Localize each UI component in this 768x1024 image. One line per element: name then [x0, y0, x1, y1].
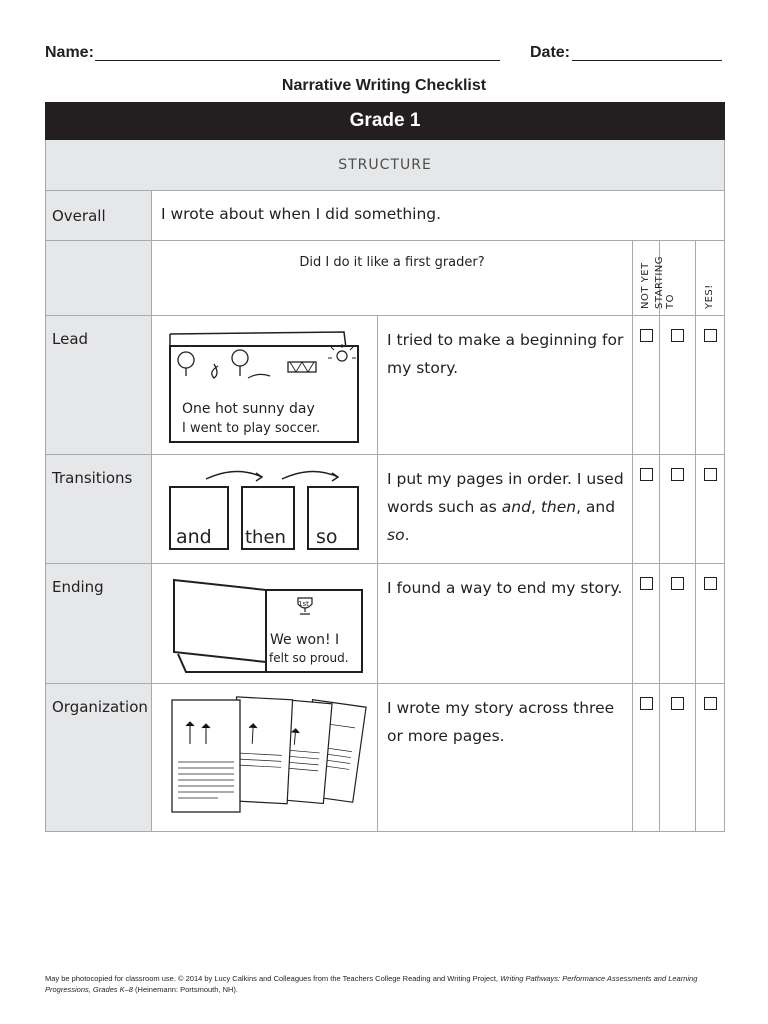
lead-yes-cell	[696, 316, 725, 455]
ending-drawing-text-1: We won! I	[270, 632, 340, 648]
transitions-text-and: and	[501, 498, 531, 516]
transitions-drawing-and: and	[176, 526, 212, 548]
col-not-yet-label: NOT YET	[640, 262, 651, 309]
transitions-text-3: , and	[576, 498, 616, 516]
checklist-table	[45, 102, 725, 832]
transitions-not-yet-checkbox[interactable]	[640, 468, 653, 481]
row-label-lead: Lead	[46, 316, 152, 455]
ending-not-yet-checkbox[interactable]	[640, 577, 653, 590]
transitions-text-4: .	[404, 526, 410, 544]
ending-starting-checkbox[interactable]	[671, 577, 684, 590]
col-starting-to	[653, 241, 696, 316]
transitions-starting-checkbox[interactable]	[671, 468, 684, 481]
transitions-drawing-then: then	[245, 527, 286, 548]
lead-drawing	[152, 316, 378, 455]
organization-starting-cell	[660, 684, 696, 832]
row-lead	[46, 316, 725, 455]
organization-yes-cell	[696, 684, 725, 832]
row-ending	[46, 564, 725, 684]
organization-text: I wrote my story across three or more pages.	[378, 684, 633, 832]
transitions-not-yet-cell	[633, 455, 660, 564]
footer-plain: May be photocopied for classroom use. © 2014 by Lucy Calkins and Colleagues from the Teachers College Reading and Writing Project,	[45, 974, 501, 983]
col-yes-label: YES!	[704, 284, 716, 309]
footer-copyright	[45, 973, 725, 995]
lead-starting-cell	[660, 316, 696, 455]
name-field[interactable]	[95, 60, 500, 61]
footer-publisher: (Heinemann: Portsmouth, NH).	[132, 985, 239, 994]
transitions-text-1: I put my pages in order. I used words such as	[387, 470, 624, 516]
organization-not-yet-checkbox[interactable]	[640, 697, 653, 710]
ending-drawing	[152, 564, 378, 684]
footer-book-title: Writing Pathways: Performance Assessments and Learning Progressions, Grades K–8	[45, 974, 698, 994]
ending-text: I found a way to end my story.	[378, 564, 633, 684]
row-label-transitions: Transitions	[46, 455, 152, 564]
organization-drawing	[152, 684, 378, 832]
col-starting-to-label: STARTING TO	[653, 255, 676, 309]
row-label-organization: Organization	[46, 684, 152, 832]
transitions-text-so: so	[387, 526, 405, 544]
transitions-drawing	[152, 455, 378, 564]
date-field[interactable]	[572, 60, 722, 61]
row-organization	[46, 684, 725, 832]
ending-drawing-trophy: 1st	[298, 600, 309, 608]
ending-yes-checkbox[interactable]	[704, 577, 717, 590]
organization-starting-checkbox[interactable]	[671, 697, 684, 710]
transitions-yes-cell	[696, 455, 725, 564]
col-yes	[696, 241, 725, 316]
lead-drawing-text-1: One hot sunny day	[182, 401, 315, 417]
lead-text: I tried to make a beginning for my story.	[378, 316, 633, 455]
organization-not-yet-cell	[633, 684, 660, 832]
ending-yes-cell	[696, 564, 725, 684]
blank-label-cell	[46, 241, 152, 316]
lead-drawing-text-2: I went to play soccer.	[182, 421, 321, 436]
ending-drawing-text-2: felt so proud.	[269, 651, 349, 665]
transitions-starting-cell	[660, 455, 696, 564]
lead-starting-checkbox[interactable]	[671, 329, 684, 342]
page-title: Narrative Writing Checklist	[281, 77, 487, 94]
organization-yes-checkbox[interactable]	[704, 697, 717, 710]
date-label: Date:	[530, 44, 571, 61]
row-label-overall: Overall	[46, 191, 152, 241]
lead-not-yet-cell	[633, 316, 660, 455]
lead-yes-checkbox[interactable]	[704, 329, 717, 342]
transitions-drawing-so: so	[316, 526, 338, 548]
transitions-text-2: ,	[530, 498, 541, 516]
overall-text: I wrote about when I did something.	[152, 191, 725, 241]
transitions-yes-checkbox[interactable]	[704, 468, 717, 481]
grade-header: Grade 1	[46, 103, 725, 140]
ending-not-yet-cell	[633, 564, 660, 684]
ending-starting-cell	[660, 564, 696, 684]
name-label: Name:	[45, 44, 94, 61]
row-label-ending: Ending	[46, 564, 152, 684]
transitions-text	[378, 455, 633, 564]
row-transitions	[46, 455, 725, 564]
lead-not-yet-checkbox[interactable]	[640, 329, 653, 342]
question-text: Did I do it like a first grader?	[152, 241, 633, 316]
transitions-text-then: then	[540, 498, 577, 516]
section-structure: STRUCTURE	[46, 140, 725, 191]
